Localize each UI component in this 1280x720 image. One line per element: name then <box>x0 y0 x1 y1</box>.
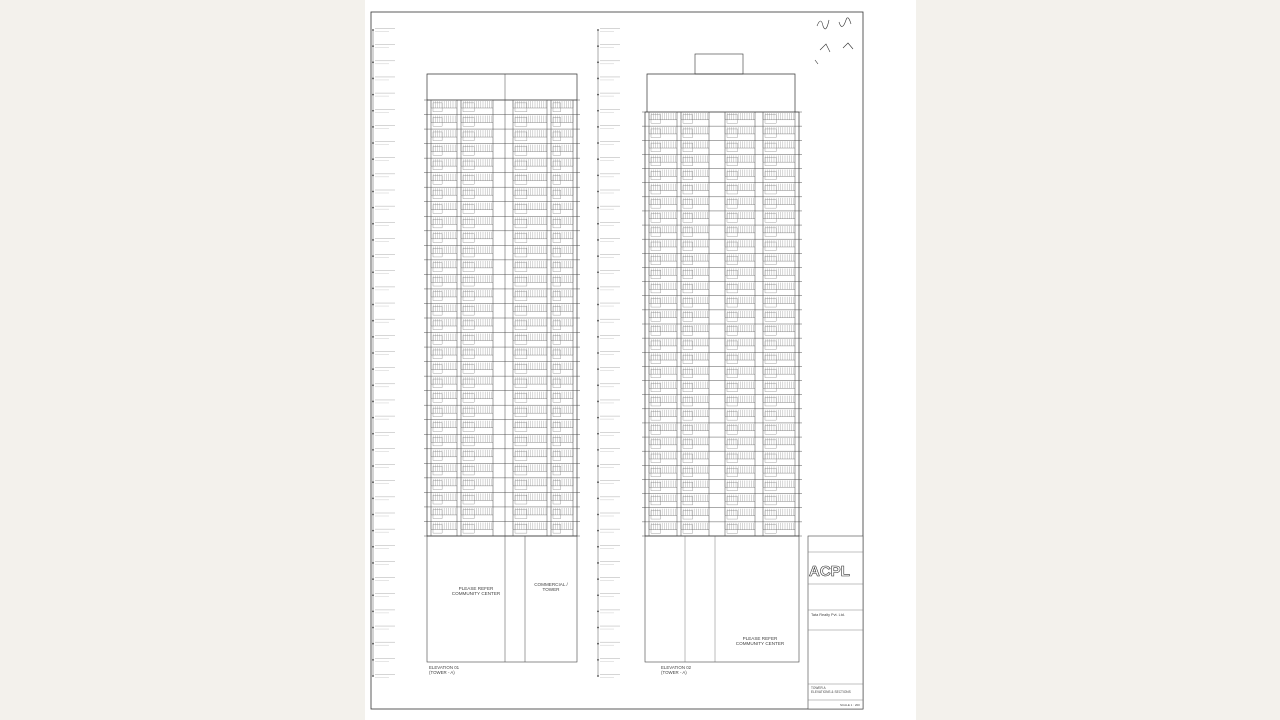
window <box>765 214 776 222</box>
window <box>553 103 561 112</box>
acpl-logo: ACPL <box>809 563 850 580</box>
level-marker <box>597 497 599 499</box>
window <box>515 292 527 301</box>
level-marker <box>372 239 374 241</box>
window <box>683 256 693 264</box>
window <box>651 270 661 278</box>
level-marker <box>372 449 374 451</box>
window <box>553 190 561 199</box>
window <box>765 228 776 236</box>
window <box>765 171 776 179</box>
level-marker <box>597 158 599 160</box>
window <box>651 228 661 236</box>
left-elevation-caption-line1: ELEVATION 01 <box>429 665 460 670</box>
window <box>651 299 661 307</box>
window <box>463 103 474 112</box>
window <box>515 321 527 330</box>
right-tower-elevation <box>642 54 802 662</box>
level-marker <box>597 320 599 322</box>
window <box>553 394 561 403</box>
window <box>765 397 776 405</box>
level-marker <box>372 643 374 645</box>
level-marker <box>597 465 599 467</box>
window <box>463 306 474 315</box>
window <box>683 299 693 307</box>
window <box>463 190 474 199</box>
window <box>515 190 527 199</box>
window <box>683 185 693 193</box>
window <box>651 284 661 292</box>
window <box>463 161 474 170</box>
window <box>515 219 527 228</box>
window <box>765 327 776 335</box>
window <box>765 270 776 278</box>
right-crown <box>647 74 795 112</box>
level-marker <box>372 29 374 31</box>
window <box>553 205 561 214</box>
level-marker <box>597 659 599 661</box>
level-marker <box>597 449 599 451</box>
window <box>553 408 561 417</box>
window <box>515 117 527 126</box>
window <box>515 263 527 272</box>
window <box>651 313 661 321</box>
window <box>683 454 693 462</box>
level-marker <box>597 627 599 629</box>
window <box>765 468 776 476</box>
level-marker <box>372 578 374 580</box>
window <box>515 379 527 388</box>
window <box>553 365 561 374</box>
window <box>553 248 561 257</box>
window <box>553 161 561 170</box>
left-community-note-line1: PLEASE REFER <box>458 586 494 591</box>
sheet-title-line2: ELEVATIONS & SECTIONS <box>811 690 851 694</box>
window <box>651 115 661 123</box>
level-marker <box>597 384 599 386</box>
window <box>463 495 474 504</box>
level-marker <box>372 94 374 96</box>
level-marker <box>372 255 374 257</box>
window <box>651 185 661 193</box>
level-marker <box>372 207 374 209</box>
window <box>683 242 693 250</box>
drawing-sheet <box>365 0 916 720</box>
window <box>553 379 561 388</box>
window <box>683 115 693 123</box>
window <box>765 412 776 420</box>
level-marker <box>597 433 599 435</box>
level-marker <box>372 384 374 386</box>
window <box>515 161 527 170</box>
window <box>683 482 693 490</box>
level-marker <box>597 643 599 645</box>
sheet-title-line1: TOWER A <box>811 686 826 690</box>
window <box>553 277 561 286</box>
level-marker <box>372 530 374 532</box>
window <box>463 423 474 432</box>
window <box>463 524 474 533</box>
window <box>463 466 474 475</box>
window <box>765 256 776 264</box>
window <box>515 176 527 185</box>
window <box>553 219 561 228</box>
level-marker <box>372 611 374 613</box>
level-marker <box>597 611 599 613</box>
window <box>463 219 474 228</box>
window <box>683 412 693 420</box>
window <box>553 147 561 156</box>
window <box>683 355 693 363</box>
window <box>651 525 661 533</box>
level-marker <box>597 45 599 47</box>
title-block <box>808 536 863 709</box>
window <box>463 277 474 286</box>
level-marker <box>372 288 374 290</box>
window <box>515 350 527 359</box>
window <box>765 129 776 137</box>
window <box>553 466 561 475</box>
left-elevation-caption-line2: (TOWER - A) <box>429 670 455 675</box>
level-marker <box>597 61 599 63</box>
window <box>683 327 693 335</box>
window <box>651 468 661 476</box>
window <box>553 437 561 446</box>
right-community-note-line1: PLEASE REFER <box>742 636 778 641</box>
level-marker <box>597 514 599 516</box>
window <box>651 157 661 165</box>
level-marker <box>597 126 599 128</box>
window <box>651 242 661 250</box>
level-marker <box>372 158 374 160</box>
window <box>515 365 527 374</box>
window <box>683 511 693 519</box>
right-lift-room <box>695 54 743 74</box>
window <box>651 454 661 462</box>
window <box>553 452 561 461</box>
window <box>683 397 693 405</box>
podium <box>427 536 577 662</box>
level-marker <box>597 271 599 273</box>
signature-stamps <box>815 18 853 64</box>
window <box>765 355 776 363</box>
level-marker <box>372 481 374 483</box>
level-marker <box>372 223 374 225</box>
window <box>553 263 561 272</box>
window <box>463 408 474 417</box>
level-marker <box>597 594 599 596</box>
window <box>683 284 693 292</box>
window <box>515 205 527 214</box>
window <box>515 524 527 533</box>
window <box>765 482 776 490</box>
window <box>765 525 776 533</box>
level-marker <box>597 578 599 580</box>
level-marker <box>597 78 599 80</box>
window <box>651 200 661 208</box>
window <box>651 397 661 405</box>
window <box>463 147 474 156</box>
window <box>515 277 527 286</box>
level-marker <box>597 174 599 176</box>
window <box>765 383 776 391</box>
window <box>651 426 661 434</box>
window <box>463 248 474 257</box>
level-marker <box>372 78 374 80</box>
window <box>683 341 693 349</box>
window <box>765 496 776 504</box>
window <box>683 496 693 504</box>
elevation-drawing <box>365 0 916 720</box>
level-marker <box>372 497 374 499</box>
window <box>765 185 776 193</box>
window <box>463 510 474 519</box>
window <box>463 117 474 126</box>
window <box>765 369 776 377</box>
level-marker <box>597 142 599 144</box>
window <box>683 440 693 448</box>
window <box>515 495 527 504</box>
window <box>683 468 693 476</box>
window <box>463 263 474 272</box>
level-marker <box>372 45 374 47</box>
window <box>765 284 776 292</box>
left-tower-elevation <box>424 74 580 662</box>
level-marker <box>372 627 374 629</box>
window <box>553 306 561 315</box>
level-marker <box>597 562 599 564</box>
level-marker <box>597 481 599 483</box>
window <box>515 466 527 475</box>
window <box>683 270 693 278</box>
level-marker <box>597 368 599 370</box>
window <box>463 365 474 374</box>
level-marker <box>372 110 374 112</box>
window <box>683 369 693 377</box>
window <box>651 129 661 137</box>
level-marker <box>372 562 374 564</box>
window <box>683 383 693 391</box>
window <box>683 426 693 434</box>
window <box>515 394 527 403</box>
window <box>463 335 474 344</box>
window <box>765 143 776 151</box>
window <box>651 143 661 151</box>
window <box>765 341 776 349</box>
right-elevation-caption-line1: ELEVATION 02 <box>661 665 692 670</box>
window <box>683 143 693 151</box>
left-level-markers <box>372 29 395 678</box>
window <box>651 341 661 349</box>
window <box>463 350 474 359</box>
right-community-note-line2: COMMUNITY CENTER <box>735 641 785 646</box>
left-commercial-note-line2: TOWER <box>542 587 560 592</box>
level-marker <box>597 94 599 96</box>
window <box>553 481 561 490</box>
window <box>651 482 661 490</box>
level-marker <box>597 546 599 548</box>
window <box>553 335 561 344</box>
level-marker <box>372 191 374 193</box>
window <box>515 408 527 417</box>
left-commercial-note-line1: COMMERCIAL / <box>534 582 568 587</box>
window <box>463 132 474 141</box>
window <box>553 234 561 243</box>
level-marker <box>372 174 374 176</box>
window <box>651 369 661 377</box>
level-marker <box>597 288 599 290</box>
level-marker <box>597 675 599 677</box>
level-marker <box>372 417 374 419</box>
window <box>553 132 561 141</box>
window <box>463 176 474 185</box>
level-marker <box>372 320 374 322</box>
client-name: Tata Realty Pvt. Ltd. <box>811 613 845 617</box>
window <box>683 525 693 533</box>
level-marker <box>372 514 374 516</box>
window <box>651 496 661 504</box>
level-marker <box>372 465 374 467</box>
window <box>765 511 776 519</box>
level-marker <box>372 142 374 144</box>
level-marker <box>372 304 374 306</box>
window <box>515 147 527 156</box>
right-level-markers <box>597 29 620 678</box>
window <box>463 321 474 330</box>
level-marker <box>372 675 374 677</box>
window <box>683 200 693 208</box>
window <box>651 171 661 179</box>
level-marker <box>597 207 599 209</box>
level-marker <box>372 368 374 370</box>
window <box>651 327 661 335</box>
window <box>683 157 693 165</box>
level-marker <box>372 659 374 661</box>
window <box>765 242 776 250</box>
window <box>463 394 474 403</box>
window <box>553 495 561 504</box>
window <box>463 205 474 214</box>
window <box>515 423 527 432</box>
level-marker <box>597 110 599 112</box>
window <box>765 299 776 307</box>
window <box>515 234 527 243</box>
window <box>515 335 527 344</box>
level-marker <box>372 433 374 435</box>
window <box>651 440 661 448</box>
window <box>553 176 561 185</box>
window <box>683 129 693 137</box>
left-community-note-line2: COMMUNITY CENTER <box>451 591 501 596</box>
window <box>515 132 527 141</box>
window <box>515 452 527 461</box>
window <box>553 321 561 330</box>
level-marker <box>372 352 374 354</box>
window <box>515 248 527 257</box>
window <box>553 423 561 432</box>
window <box>651 412 661 420</box>
window <box>463 292 474 301</box>
window <box>463 234 474 243</box>
window <box>765 440 776 448</box>
level-marker <box>597 223 599 225</box>
window <box>765 454 776 462</box>
window <box>515 510 527 519</box>
level-marker <box>597 304 599 306</box>
window <box>515 306 527 315</box>
window <box>553 292 561 301</box>
window <box>651 355 661 363</box>
window <box>765 115 776 123</box>
level-marker <box>597 29 599 31</box>
window <box>683 313 693 321</box>
window <box>651 511 661 519</box>
window <box>683 171 693 179</box>
window <box>463 437 474 446</box>
level-marker <box>597 191 599 193</box>
sheet-border <box>371 12 863 709</box>
level-marker <box>372 401 374 403</box>
window <box>515 481 527 490</box>
level-marker <box>597 255 599 257</box>
window <box>683 214 693 222</box>
level-marker <box>372 546 374 548</box>
window <box>553 350 561 359</box>
window <box>515 103 527 112</box>
right-elevation-caption-line2: (TOWER - A) <box>661 670 687 675</box>
level-marker <box>597 530 599 532</box>
window <box>553 524 561 533</box>
window <box>553 117 561 126</box>
window <box>463 481 474 490</box>
window <box>651 256 661 264</box>
level-marker <box>597 401 599 403</box>
window <box>765 313 776 321</box>
level-marker <box>372 271 374 273</box>
level-marker <box>372 594 374 596</box>
sheet-scale: SCALE 1 : 200 <box>840 703 860 707</box>
window <box>515 437 527 446</box>
level-marker <box>372 61 374 63</box>
window <box>765 426 776 434</box>
level-marker <box>597 336 599 338</box>
level-marker <box>597 352 599 354</box>
level-marker <box>372 126 374 128</box>
left-crown <box>427 74 577 100</box>
window <box>463 379 474 388</box>
window <box>651 383 661 391</box>
window <box>651 214 661 222</box>
level-marker <box>372 336 374 338</box>
level-marker <box>597 417 599 419</box>
window <box>463 452 474 461</box>
window <box>765 157 776 165</box>
window <box>553 510 561 519</box>
level-marker <box>597 239 599 241</box>
window <box>765 200 776 208</box>
window <box>683 228 693 236</box>
